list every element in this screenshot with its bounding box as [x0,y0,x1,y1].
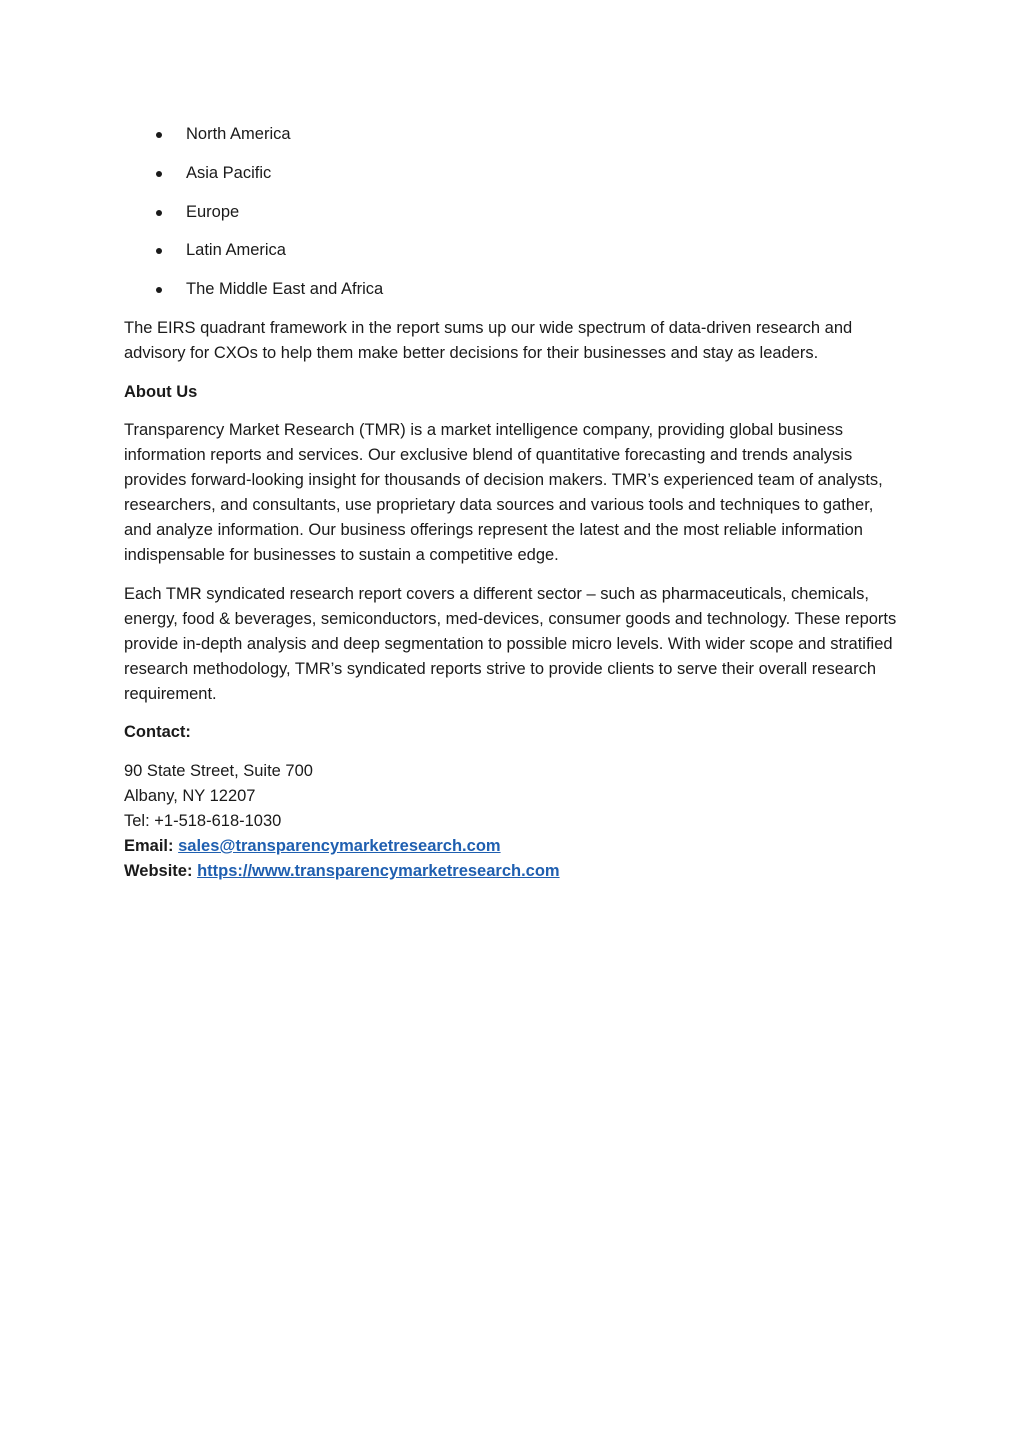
eirs-paragraph: The EIRS quadrant framework in the report sums up our wide spectrum of data-driven research and advisory for CXOs to help them make better decisions for their businesses and stay as leaders. [124,318,853,362]
region-label: Europe [186,202,240,221]
about-paragraph-1: Transparency Market Research (TMR) is a market intelligence company, providing global business information reports and services. Our exclusive blend of quantitative forecasting and trends analysis provides forward-looking insight for thousands of decision makers. TMR’s experienced team of analysts, researchers, and consultants, use proprietary data sources and various tools and techniques to gather, and analyze information. Our business offerings represent the latest and the most reliable information indispensable for businesses to sustain a competitive edge. [124,421,883,565]
list-item [124,238,904,263]
bullet-icon [156,171,162,177]
contact-heading: Contact: [124,723,191,742]
region-label: Asia Pacific [186,163,272,182]
contact-details [124,759,904,884]
region-label: Latin America [186,241,286,260]
about-paragraph-2: Each TMR syndicated research report covers a different sector – such as pharmaceuticals, chemicals, energy, food & beverages, semiconductors, med-devices, consumer goods and technology. These reports provide in-depth analysis and deep segmentation to possible micro levels. With wider scope and stratified research methodology, TMR’s syndicated reports strive to provide clients to serve their overall research requirement. [124,584,897,703]
telephone: Tel: +1-518-618-1030 [124,811,282,830]
bullet-icon [156,287,162,293]
address-line-2: Albany, NY 12207 [124,786,256,805]
website-label: Website: [124,861,193,880]
region-label: The Middle East and Africa [186,280,384,299]
bullet-icon [156,132,162,138]
bullet-icon [156,210,162,216]
email-link[interactable]: sales@transparencymarketresearch.com [178,836,501,855]
regions-list [124,122,904,302]
list-item [124,200,904,225]
website-row [124,859,904,884]
region-label: North America [186,125,291,143]
list-item [124,277,904,302]
bullet-icon [156,248,162,254]
website-link[interactable]: https://www.transparencymarketresearch.com [197,861,560,880]
about-heading: About Us [124,382,198,401]
document-page [124,122,904,884]
address-line-1: 90 State Street, Suite 700 [124,761,313,780]
email-row [124,834,904,859]
list-item [124,122,904,147]
email-label: Email: [124,836,174,855]
list-item [124,161,904,186]
